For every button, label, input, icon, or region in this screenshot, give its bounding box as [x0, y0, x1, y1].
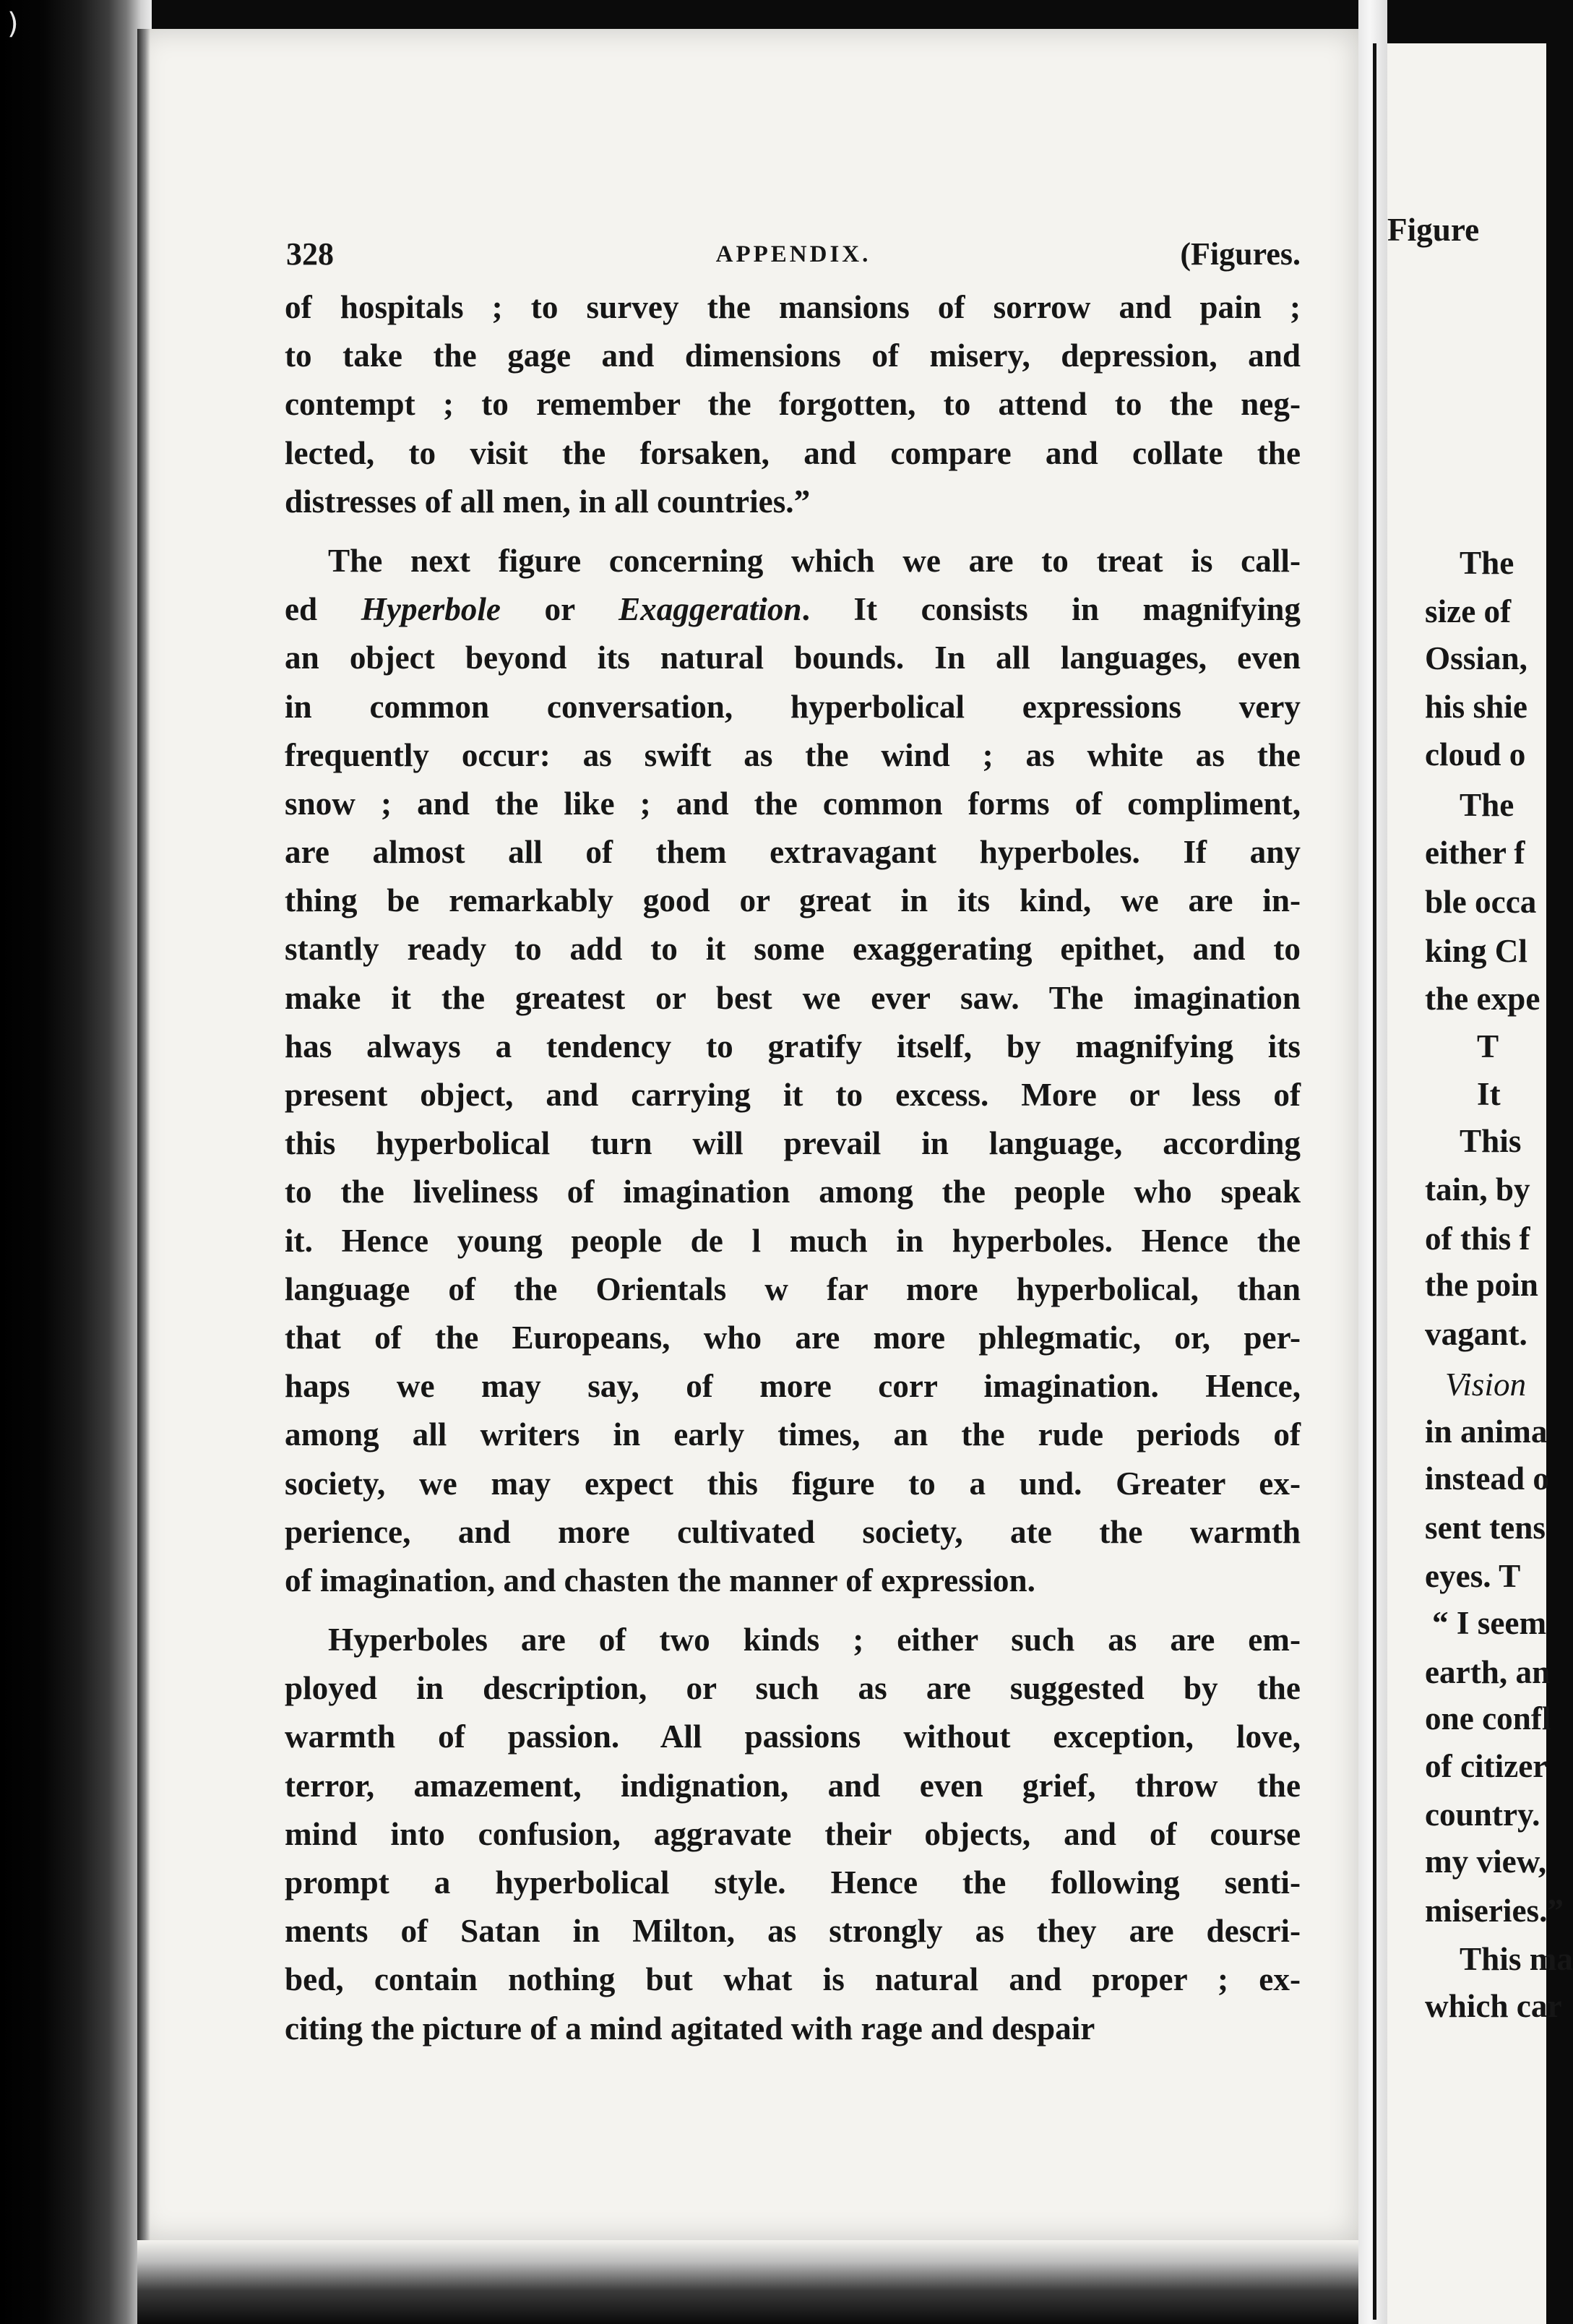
page-header: [286, 236, 1301, 279]
page-bottom-edge: [137, 2240, 1358, 2324]
text-line: stantly ready to add to it some exaggerating epithet, and to: [285, 931, 1301, 968]
paragraph: [285, 283, 1301, 526]
scan-binding-edge: [0, 0, 152, 2324]
text-line: of imagination, and chasten the manner of expression.: [285, 1562, 1035, 1598]
text-line: contempt ; to remember the forgotten, to attend to the neg-: [285, 386, 1301, 423]
right-page-line: earth, an: [1425, 1654, 1551, 1690]
right-page-line: The: [1460, 545, 1514, 581]
text-line: are almost all of them extravagant hyperboles. If any: [285, 834, 1301, 871]
text-line: to the liveliness of imagination among the people who speak: [285, 1174, 1301, 1210]
right-page-line: country.: [1425, 1796, 1540, 1833]
text-line: The next figure concerning which we are to treat is call-: [328, 542, 1301, 579]
text-line: warmth of passion. All passions without exception, love,: [285, 1718, 1301, 1755]
text-line: it. Hence young people de l much in hyperboles. Hence the: [285, 1222, 1301, 1259]
text-line: this hyperbolical turn will prevail in language, according: [285, 1125, 1301, 1162]
right-page-line: “ I seem: [1432, 1605, 1547, 1641]
right-page-line: tain, by: [1425, 1171, 1530, 1208]
text-line: snow ; and the like ; and the common forms of compliment,: [285, 785, 1301, 822]
right-page-line: Figure: [1387, 212, 1480, 248]
text-line: citing the picture of a mind agitated with rage and despair: [285, 2010, 1095, 2047]
right-page-line: of citizer: [1425, 1748, 1548, 1784]
right-page-line: one confl: [1425, 1700, 1551, 1736]
text-line: mind into confusion, aggravate their objects, and of course: [285, 1815, 1301, 1852]
right-page-line: This: [1460, 1123, 1522, 1159]
text-line: in common conversation, hyperbolical expressions very: [285, 688, 1301, 725]
running-head: APPENDIX.: [715, 241, 871, 267]
right-page-line: of this f: [1425, 1221, 1530, 1257]
text-line: thing be remarkably good or great in its kind, we are in-: [285, 882, 1301, 919]
right-page-line: ble occa: [1425, 884, 1537, 920]
text-line: present object, and carrying it to excess. More or less of: [285, 1077, 1301, 1113]
right-page-line: This ma: [1460, 1941, 1573, 1977]
right-page-line: either f: [1425, 835, 1525, 871]
right-page-line: his shie: [1425, 689, 1527, 725]
right-page-line: which car: [1425, 1988, 1562, 2024]
text-line: to take the gage and dimensions of misery, depression, and: [285, 337, 1301, 374]
right-page-line: king Cl: [1425, 933, 1527, 969]
body-text: [285, 283, 1301, 2053]
right-page-line: the expe: [1425, 981, 1540, 1017]
right-page-line: The: [1460, 787, 1514, 823]
right-page-line: size of: [1425, 593, 1512, 629]
text-line: make it the greatest or best we ever saw. The imagination: [285, 979, 1301, 1016]
right-page-line: T: [1477, 1028, 1499, 1064]
right-page-line: Vision: [1445, 1367, 1527, 1403]
text-line: has always a tendency to gratify itself, by magnifying its: [285, 1028, 1301, 1064]
text-line: bed, contain nothing but what is natural and proper ; ex-: [285, 1961, 1301, 1998]
text-line: Hyperboles are of two kinds ; either such as are em-: [328, 1622, 1301, 1658]
text-line: ed Hyperbole or Exaggeration. It consists in magnifying: [285, 591, 1301, 628]
text-line: lected, to visit the forsaken, and compare and collate the: [285, 434, 1301, 471]
text-line: that of the Europeans, who are more phlegmatic, or, per-: [285, 1319, 1301, 1356]
text-line: ments of Satan in Milton, as strongly as they are descri-: [285, 1913, 1301, 1950]
paragraph-gap: [285, 1605, 1301, 1616]
right-page-line: Ossian,: [1425, 640, 1527, 676]
right-page-line: sent tens: [1425, 1510, 1546, 1546]
text-line: perience, and more cultivated society, ate the warmth: [285, 1513, 1301, 1550]
edge-mark: ): [7, 7, 19, 40]
right-page-line: in anima: [1425, 1413, 1548, 1450]
right-page-line: the poin: [1425, 1267, 1538, 1303]
right-page-line: vagant.: [1425, 1316, 1527, 1352]
text-line: among all writers in early times, an the rude periods of: [285, 1416, 1301, 1453]
text-line: prompt a hyperbolical style. Hence the following senti-: [285, 1864, 1301, 1901]
text-line: frequently occur: as swift as the wind ; as white as the: [285, 736, 1301, 773]
right-page-line: eyes. T: [1425, 1558, 1521, 1594]
right-page-line: miseries.”: [1425, 1893, 1564, 1929]
right-page-line: cloud o: [1425, 736, 1526, 772]
text-line: of hospitals ; to survey the mansions of sorrow and pain ;: [285, 289, 1301, 325]
right-page-line: instead o: [1425, 1460, 1549, 1497]
text-line: an object beyond its natural bounds. In all languages, even: [285, 640, 1301, 676]
gutter-line: [1373, 43, 1376, 2320]
text-line: society, we may expect this figure to a und. Greater ex-: [285, 1465, 1301, 1502]
text-line: ployed in description, or such as are suggested by the: [285, 1670, 1301, 1707]
paragraph: [285, 1616, 1301, 2053]
paragraph: [285, 537, 1301, 1605]
page-number: 328: [286, 236, 334, 272]
paragraph-gap: [285, 526, 1301, 537]
right-page-line: my view,: [1425, 1843, 1547, 1880]
text-line: distresses of all men, in all countries.”: [285, 483, 811, 520]
text-line: terror, amazement, indignation, and even grief, throw the: [285, 1767, 1301, 1804]
section-tag: (Figures.: [1180, 236, 1301, 272]
text-line: haps we may say, of more corr imagination. Hence,: [285, 1368, 1301, 1405]
text-line: language of the Orientals w far more hyperbolical, than: [285, 1270, 1301, 1307]
right-page-line: It: [1477, 1076, 1501, 1112]
